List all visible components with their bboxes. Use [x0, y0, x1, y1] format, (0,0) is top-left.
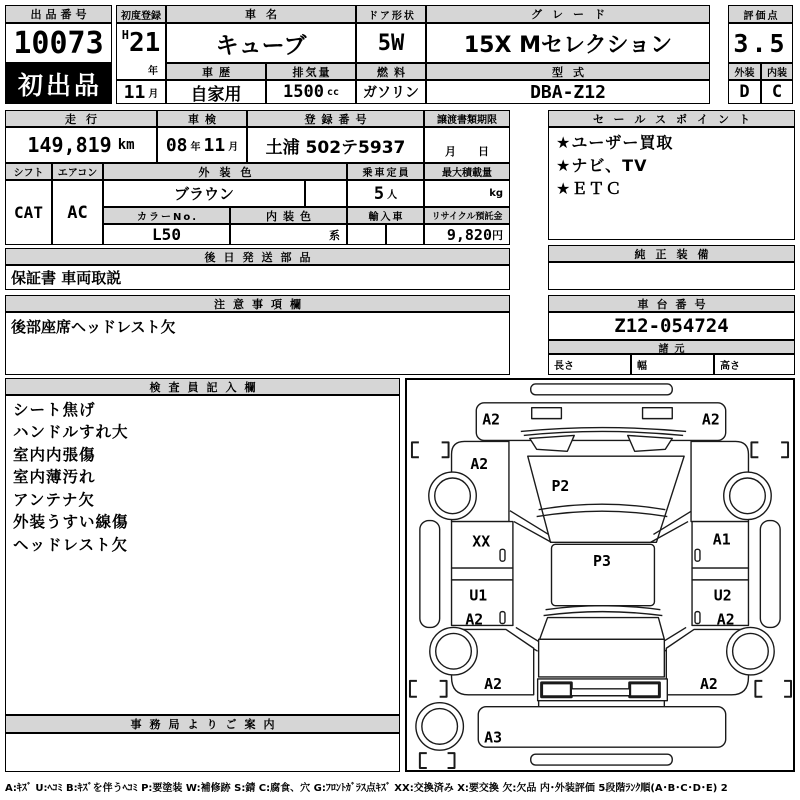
rear-left-wheel [436, 633, 472, 669]
hatch-shape [539, 639, 665, 677]
later-parts-header: 後日発送部品 [5, 248, 510, 265]
office-notice-value [5, 733, 400, 772]
caution-value: 後部座席ヘッドレスト欠 [5, 312, 510, 375]
caution-header: 注意事項欄 [5, 295, 510, 312]
fuel-header: 燃料 [356, 63, 426, 80]
front-face-shape [476, 403, 725, 441]
ext-color-sub-cell [305, 180, 347, 207]
ac-value: AC [52, 180, 103, 245]
interior-grade-header: 内装 [761, 63, 793, 80]
year-suffix: 年 [148, 66, 158, 77]
rear-right-wheel [733, 633, 769, 669]
headlight-right [643, 408, 673, 419]
wiper-right [628, 435, 673, 451]
auction-no-value: 10073 [5, 23, 112, 63]
left-mirror-bracket [412, 442, 449, 457]
max-load-value: kg [424, 180, 510, 207]
grade-header: グレード [426, 5, 710, 23]
damage-label-left-quarter: A2 [484, 675, 503, 693]
damage-label-right-rear-door-lower: A2 [716, 611, 735, 629]
front-bumper-strip [531, 384, 673, 395]
first-reg-month-cell [116, 80, 166, 104]
office-notice-header: 事務局よりご案内 [5, 715, 400, 733]
first-reg-year: 21 [128, 28, 161, 58]
capacity-header: 乗車定員 [347, 163, 424, 180]
transfer-docs-value: 月 日 [424, 127, 510, 163]
rear-bumper-shape [478, 707, 725, 748]
genuine-equip-value [548, 262, 795, 290]
car-name-header: 車名 [166, 5, 356, 23]
exterior-grade-header: 外装 [728, 63, 761, 80]
damage-label-left-rear-door-lower: A2 [465, 611, 484, 629]
damage-label-roof: P3 [593, 553, 611, 571]
shaken-header: 車検 [157, 110, 247, 127]
inspector-note: 外装うすい線傷 [13, 513, 129, 532]
right-rocker [760, 521, 780, 628]
shift-value: CAT [5, 180, 52, 245]
specs-header: 諸元 [548, 340, 795, 354]
plate-no-header: 登録番号 [247, 110, 424, 127]
first-listing-badge: 初出品 [5, 63, 112, 104]
damage-diagram [405, 378, 795, 772]
damage-label-right-rear-door-upper: U2 [713, 587, 732, 605]
score-value: 3.5 [728, 23, 793, 63]
bottom-bracket [420, 753, 455, 768]
history-header: 車歴 [166, 63, 266, 80]
import-value-left [347, 224, 386, 245]
inspector-note: ハンドルすれ大 [13, 423, 129, 442]
sales-point-item: ★ユーザー買取 [556, 133, 674, 152]
damage-label-front-right: A2 [701, 411, 720, 429]
mileage-value: 149,819 km [5, 127, 157, 163]
inspector-notes-list [5, 395, 400, 715]
inspector-note: シート焦げ [13, 401, 96, 419]
right-mirror-bracket [751, 442, 788, 457]
int-color-value: 系 [230, 224, 347, 245]
ext-color-header: 外装色 [103, 163, 347, 180]
shaken-value: 08 年 11 月 [157, 127, 247, 163]
tail-light-left [542, 683, 572, 697]
damage-label-hood: P2 [551, 477, 570, 495]
inspector-note: 室内薄汚れ [13, 468, 96, 487]
displacement-header: 排気量 [266, 63, 356, 80]
first-reg-month: 11 [123, 81, 146, 103]
auction-no-header: 出品番号 [5, 5, 112, 23]
spec-length-cell: 長さ [548, 354, 631, 375]
tail-light-right [630, 683, 660, 697]
right-rear-bracket [755, 681, 791, 697]
damage-label-left-front-door: XX [472, 533, 491, 551]
damage-label-right-front-door: A1 [712, 531, 731, 549]
door-handle [695, 612, 700, 624]
sales-point-item: ★ナビ、TV [556, 156, 648, 176]
ac-header: エアコン [52, 163, 103, 180]
chassis-no-value: Z12-054724 [548, 312, 795, 340]
inspector-note: ヘッドレスト欠 [13, 535, 129, 554]
plate-no-value: 土浦 502テ5937 [247, 127, 424, 163]
inspector-note: 室内内張傷 [13, 445, 96, 464]
interior-grade-value: C [761, 80, 793, 104]
model-code-value: DBA-Z12 [426, 80, 710, 104]
shift-header: シフト [5, 163, 52, 180]
recycle-header: リサイクル預託金 [424, 207, 510, 224]
door-shape-value: 5W [356, 23, 426, 63]
left-rocker [420, 521, 440, 628]
sales-point-item: ★ＥＴＣ [556, 179, 623, 199]
left-window-band [452, 568, 513, 580]
era-letter: H [121, 28, 129, 42]
capacity-value: 5 人 [347, 180, 424, 207]
sales-points-list [548, 127, 795, 240]
inspector-notes-header: 検査員記入欄 [5, 378, 400, 395]
damage-diagram-svg [407, 380, 793, 770]
month-suffix: 月 [148, 88, 159, 100]
spec-height-cell: 高さ [714, 354, 795, 375]
mileage-header: 走行 [5, 110, 157, 127]
spare-wheel [422, 709, 458, 745]
import-header: 輸入車 [347, 207, 424, 224]
ext-color-value: ブラウン [103, 180, 305, 207]
transfer-docs-header: 譲渡書類期限 [424, 110, 510, 127]
door-handle [695, 549, 700, 561]
score-header: 評価点 [728, 5, 793, 23]
headlight-left [532, 408, 562, 419]
mileage-unit: km [117, 137, 135, 153]
roof-rear-edge [544, 612, 663, 616]
door-handle [500, 612, 505, 624]
front-right-wheel [730, 478, 766, 514]
later-parts-value: 保証書 車両取説 [5, 265, 510, 290]
footer-legend: A:ｷｽﾞ U:ﾍｺﾐ B:ｷｽﾞを伴うﾍｺﾐ P:要塗装 W:補修跡 S:錆 C:腐食、穴 G:ﾌﾛﾝﾄｶﾞﾗｽ点ｷｽﾞ XX:交換済み X:要交換 欠:欠品 内･外装評価 5段階ﾗﾝｸ順(A･B･C･D･E) 2 [5, 783, 728, 794]
wiper-left [530, 435, 575, 451]
damage-label-left-fender: A2 [470, 456, 489, 474]
import-value-right [386, 224, 424, 245]
damage-label-right-quarter: A2 [699, 675, 718, 693]
front-left-wheel [435, 478, 471, 514]
color-no-header: カラーNo. [103, 207, 230, 224]
damage-label-front-left: A2 [482, 411, 501, 429]
damage-label-rear-bumper: A3 [484, 729, 503, 747]
car-name-value: キューブ [166, 23, 356, 63]
displacement-unit: cc [326, 86, 339, 98]
fuel-value: ガソリン [356, 80, 426, 104]
color-no-value: L50 [103, 224, 230, 245]
chassis-no-header: 車台番号 [548, 295, 795, 312]
displacement-value: 1500 cc [266, 80, 356, 104]
rear-garnish-strip [531, 754, 673, 765]
tail-center-bar [571, 689, 629, 696]
recycle-value: 9,820 円 [424, 224, 510, 245]
door-handle [500, 549, 505, 561]
max-load-header: 最大積載量 [424, 163, 510, 180]
first-reg-header: 初度登録 [116, 5, 166, 23]
right-window-band [692, 568, 748, 580]
sales-points-header: セールスポイント [548, 110, 795, 127]
int-color-header: 内装色 [230, 207, 347, 224]
damage-label-left-rear-door-upper: U1 [469, 587, 488, 605]
left-rear-bracket [410, 681, 447, 697]
spec-width-cell: 幅 [631, 354, 714, 375]
exterior-grade-value: D [728, 80, 761, 104]
door-shape-header: ドア形状 [356, 5, 426, 23]
history-value: 自家用 [166, 80, 266, 104]
rear-window-shape [540, 618, 665, 640]
grade-value: 15X Mセレクション [426, 23, 710, 63]
model-code-header: 型式 [426, 63, 710, 80]
inspector-note: アンテナ欠 [13, 490, 95, 509]
first-reg-year-cell [116, 23, 166, 80]
genuine-equip-header: 純正装備 [548, 245, 795, 262]
